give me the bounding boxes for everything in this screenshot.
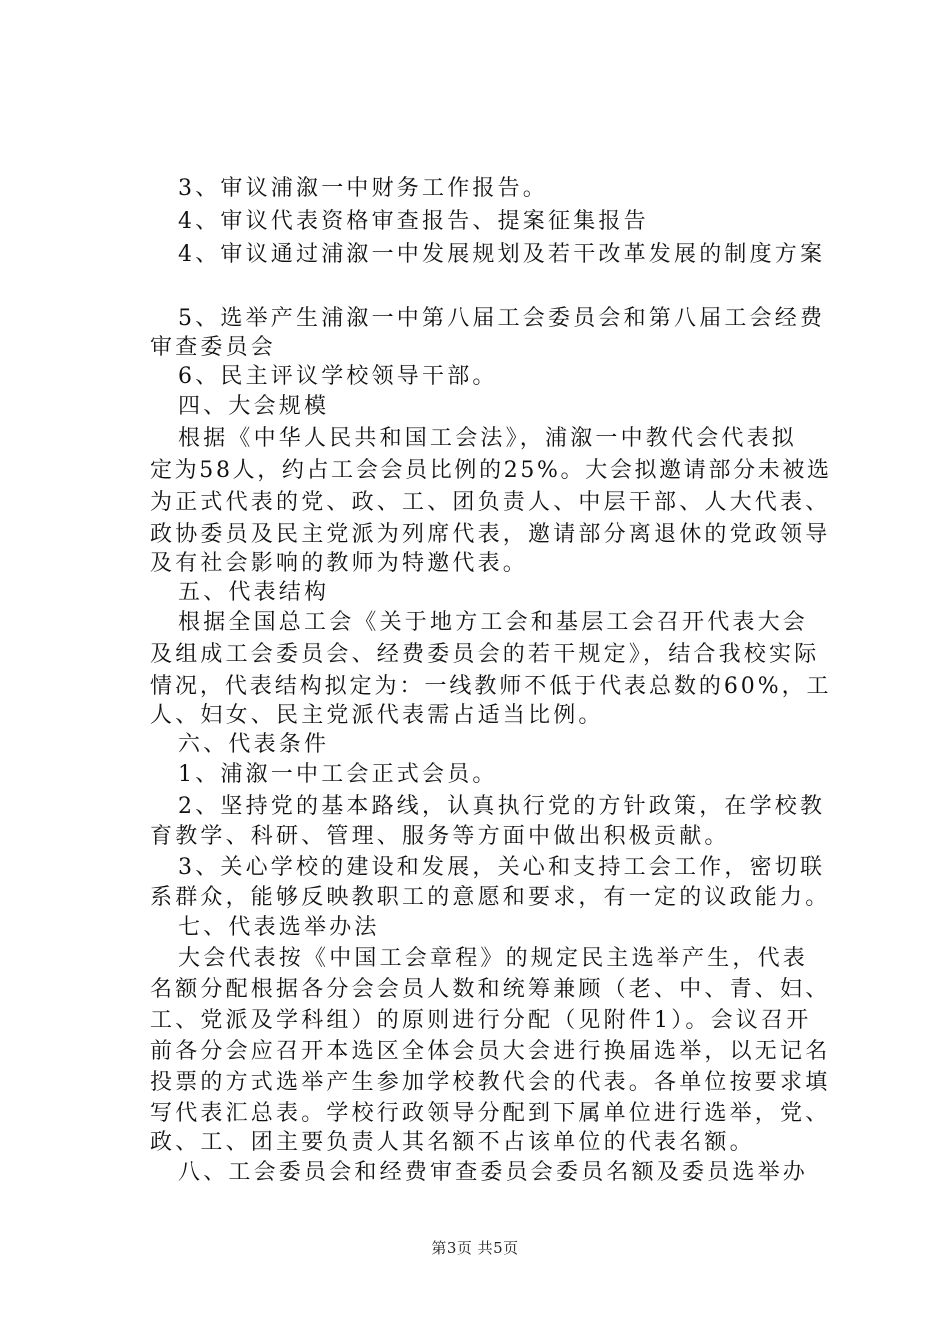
text-line: 人、妇女、民主党派代表需占适当比例。 xyxy=(150,703,604,728)
text-line: 情况，代表结构拟定为：一线教师不低于代表总数的60%，工 xyxy=(150,674,832,699)
text-line: 为正式代表的党、政、工、团负责人、中层干部、人大代表、 xyxy=(150,490,831,515)
text-line: 及有社会影响的教师为特邀代表。 xyxy=(150,551,529,576)
text-line: 4、审议代表资格审查报告、提案征集报告 xyxy=(178,209,649,234)
text-line: 根据全国总工会《关于地方工会和基层工会召开代表大会 xyxy=(178,610,809,635)
section-heading: 四、大会规模 xyxy=(178,394,330,419)
text-line: 育教学、科研、管理、服务等方面中做出积极贡献。 xyxy=(150,824,730,849)
text-line: 2、坚持党的基本路线，认真执行党的方针政策，在学校教 xyxy=(178,794,826,819)
section-heading: 五、代表结构 xyxy=(178,580,330,605)
text-line: 定为58人，约占工会会员比例的25%。大会拟邀请部分未被选 xyxy=(150,458,832,483)
text-line: 1、浦溆一中工会正式会员。 xyxy=(178,762,498,787)
page-number-footer: 第3页 共5页 xyxy=(431,1239,519,1257)
text-line: 3、关心学校的建设和发展，关心和支持工会工作，密切联 xyxy=(178,855,826,880)
text-line: 写代表汇总表。学校行政领导分配到下属单位进行选举，党、 xyxy=(150,1101,831,1126)
text-line: 大会代表按《中国工会章程》的规定民主选举产生，代表 xyxy=(178,946,809,971)
text-line: 及组成工会委员会、经费委员会的若干规定》，结合我校实际 xyxy=(150,642,820,667)
text-line: 根据《中华人民共和国工会法》，浦溆一中教代会代表拟 xyxy=(178,426,798,451)
text-line: 名额分配根据各分会会员人数和统筹兼顾（老、中、青、妇、 xyxy=(150,977,831,1002)
section-heading: 六、代表条件 xyxy=(178,732,330,757)
text-line: 政、工、团主要负责人其名额不占该单位的代表名额。 xyxy=(150,1130,755,1155)
text-line: 政协委员及民主党派为列席代表，邀请部分离退休的党政领导 xyxy=(150,522,831,547)
text-line: 6、民主评议学校领导干部。 xyxy=(178,364,498,389)
text-line: 4、审议通过浦溆一中发展规划及若干改革发展的制度方案 xyxy=(178,242,826,267)
section-heading: 七、代表选举办法 xyxy=(178,915,380,940)
text-line: 5、选举产生浦溆一中第八届工会委员会和第八届工会经费 xyxy=(178,306,826,331)
text-line: 审查委员会 xyxy=(150,335,277,360)
text-line: 前各分会应召开本选区全体会员大会进行换届选举，以无记名 xyxy=(150,1039,831,1064)
text-line: 系群众，能够反映教职工的意愿和要求，有一定的议政能力。 xyxy=(150,885,831,910)
text-line: 3、审议浦溆一中财务工作报告。 xyxy=(178,176,548,201)
section-heading: 八、工会委员会和经费审查委员会委员名额及委员选举办 xyxy=(178,1160,809,1185)
text-line: 工、党派及学科组）的原则进行分配（见附件1）。会议召开 xyxy=(150,1008,812,1033)
text-line: 投票的方式选举产生参加学校教代会的代表。各单位按要求填 xyxy=(150,1070,831,1095)
